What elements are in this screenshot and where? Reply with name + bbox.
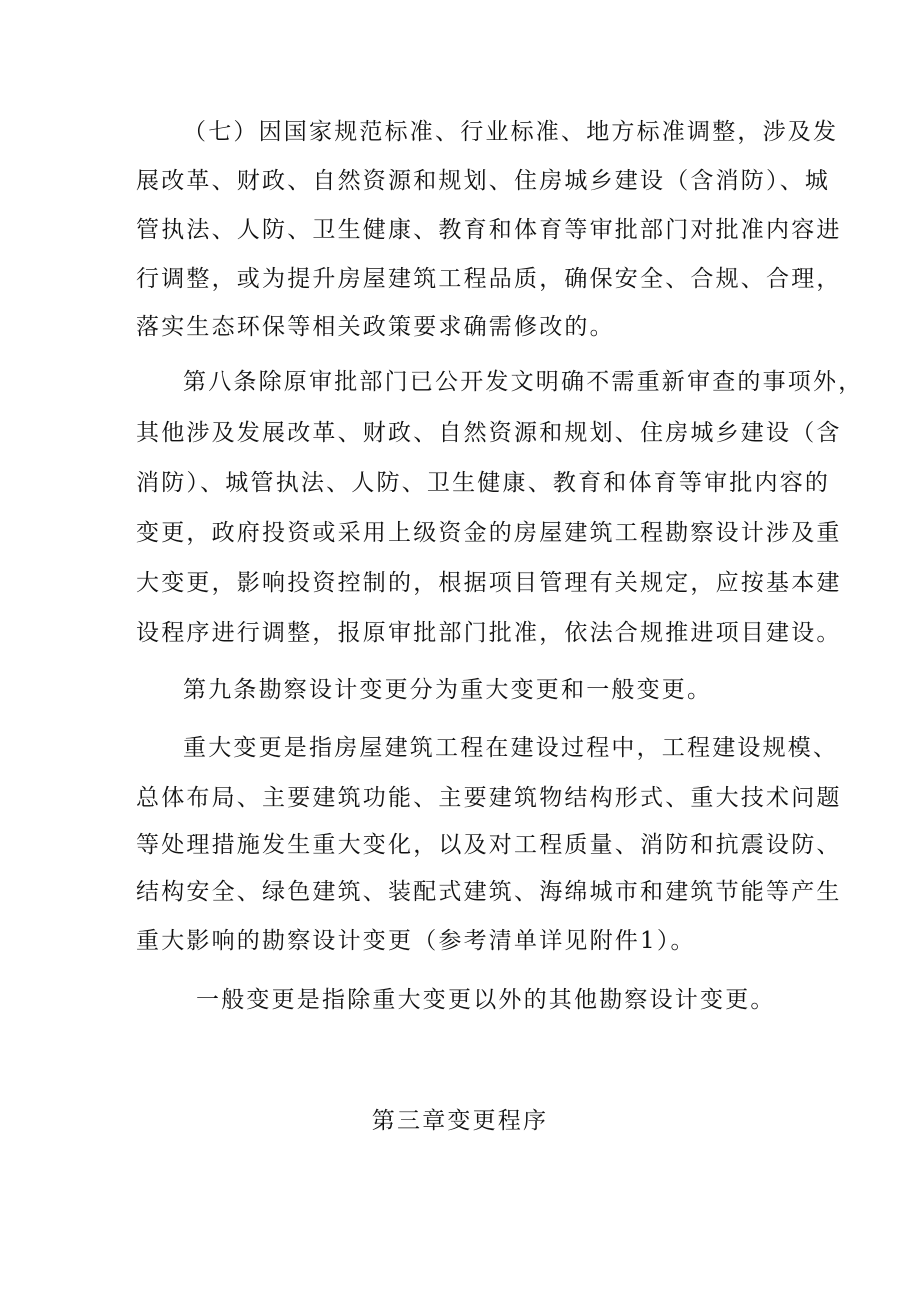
paragraph-4-line-1: 重大变更是指房屋建筑工程在建设过程中，工程建设规模、 xyxy=(183,735,839,761)
paragraph-2-line-1: 第八条除原审批部门已公开发文明确不需重新审查的事项外， xyxy=(183,369,864,395)
paragraph-2-line-2: 其他涉及发展改革、财政、自然资源和规划、住房城乡建设（含 xyxy=(136,420,842,446)
paragraph-2-line-6: 设程序进行调整，报原审批部门批准，依法合规推进项目建设。 xyxy=(136,620,842,646)
paragraph-4-line-3: 等处理措施发生重大变化，以及对工程质量、消防和抗震设防、 xyxy=(136,832,842,858)
paragraph-2-line-3: 消防）、城管执法、人防、卫生健康、教育和体育等审批内容的 xyxy=(136,470,831,496)
paragraph-4-line-5: 重大影响的勘察设计变更（参考清单详见附件1）。 xyxy=(136,928,696,954)
paragraph-1-line-5: 落实生态环保等相关政策要求确需修改的。 xyxy=(136,314,615,340)
chapter-heading: 第三章变更程序 xyxy=(371,1108,549,1134)
paragraph-4-line-4: 结构安全、绿色建筑、装配式建筑、海绵城市和建筑节能等产生 xyxy=(136,879,842,905)
paragraph-3-line-1: 第九条勘察设计变更分为重大变更和一般变更。 xyxy=(183,677,713,703)
paragraph-1-line-3: 管执法、人防、卫生健康、教育和体育等审批部门对批准内容进 xyxy=(136,217,842,243)
paragraph-4-line-2: 总体布局、主要建筑功能、主要建筑物结构形式、重大技术问题 xyxy=(136,785,842,811)
paragraph-1-line-1: （七）因国家规范标准、行业标准、地方标准调整，涉及发 xyxy=(183,119,839,145)
paragraph-1-line-2: 展改革、财政、自然资源和规划、住房城乡建设（含消防）、城 xyxy=(136,168,831,194)
paragraph-2-line-5: 大变更，影响投资控制的，根据项目管理有关规定，应按基本建 xyxy=(136,570,842,596)
paragraph-2-line-4: 变更，政府投资或采用上级资金的房屋建筑工程勘察设计涉及重 xyxy=(136,520,842,546)
paragraph-5-line-1: 一般变更是指除重大变更以外的其他勘察设计变更。 xyxy=(196,987,776,1013)
paragraph-1-line-4: 行调整，或为提升房屋建筑工程品质，确保安全、合规、合理， xyxy=(136,266,842,292)
